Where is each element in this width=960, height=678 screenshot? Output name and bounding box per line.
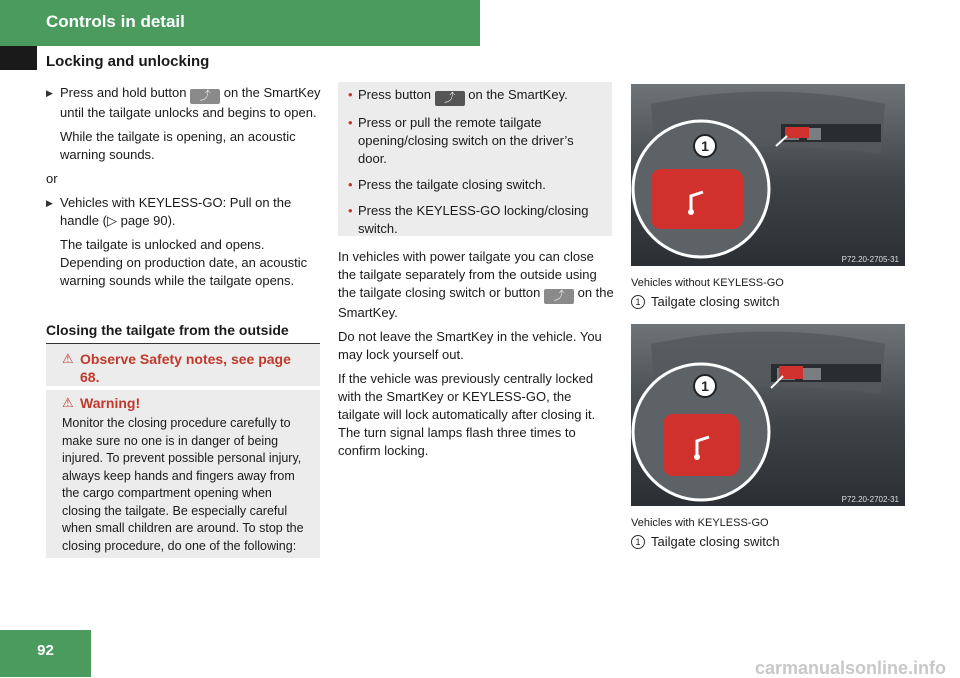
tailgate-key-icon: ⤴ [544, 289, 574, 304]
list-item: • Press the tailgate closing switch. [348, 177, 546, 192]
svg-text:P72.20-2702-31: P72.20-2702-31 [841, 495, 899, 504]
tailgate-switch-icon [785, 127, 809, 138]
section-title: Locking and unlocking [46, 53, 210, 70]
tailgate-photo-with-keyless [631, 324, 905, 506]
list-item: • Press the KEYLESS-GO locking/closing switch. [348, 203, 589, 236]
page-number: 92 [37, 642, 54, 659]
chapter-title: Controls in detail [46, 12, 185, 31]
step-keyless-go: ▶ Vehicles with KEYLESS-GO: Pull on the handle (▷ page 90). [46, 195, 292, 228]
photo-legend: 1 Tailgate closing switch [631, 533, 780, 551]
safety-note-box [46, 344, 320, 386]
step-note: While the tailgate is opening, an acoustic warning sounds. [60, 129, 296, 162]
svg-text:1: 1 [701, 378, 709, 394]
step-arrow-icon: ▶ [46, 88, 53, 98]
tailgate-photo-without-keyless [631, 84, 905, 266]
step-note: The tailgate is unlocked and opens. Depending on production date, an acoustic warning sounds while the tailgate opens. [60, 237, 308, 288]
warning-triangle-icon: ⚠ [62, 395, 74, 410]
left-column [46, 84, 322, 296]
middle-text [338, 248, 614, 466]
svg-text:P72.20-2705-31: P72.20-2705-31 [841, 255, 899, 264]
warning-triangle-icon: ⚠ [62, 351, 74, 366]
warning-box [46, 390, 320, 558]
step-arrow-icon: ▶ [46, 198, 53, 208]
warning-text: Monitor the closing procedure carefully to make sure no one is in danger of being injured. To prevent possible personal injury, always keep hands and fingers away from the cargo compartment opening when closing the tailgate. Be especially careful when small children are around. To stop the closing procedure, do one of the following: [62, 416, 304, 553]
watermark: carmanualsonline.info [754, 658, 946, 678]
sub-heading-wrap [46, 321, 320, 344]
or-text: or [46, 171, 58, 186]
smartkey-paragraph: Do not leave the SmartKey in the vehicle. You may lock yourself out. [338, 329, 602, 362]
svg-text:1: 1 [701, 138, 709, 154]
list-item: • Press button ⤴ on the SmartKey. [348, 87, 568, 104]
warning-title: Warning! [80, 395, 141, 411]
section-tab [0, 46, 37, 70]
photo-caption: Vehicles with KEYLESS-GO [631, 517, 769, 529]
tailgate-key-icon: ⤴ [190, 89, 220, 104]
list-item: • Press or pull the remote tailgate opening/closing switch on the driver’s door. [348, 115, 574, 166]
tailgate-key-icon: ⤴ [435, 91, 465, 106]
sub-heading: Closing the tailgate from the outside [46, 321, 320, 344]
photo-legend: 1 Tailgate closing switch [631, 293, 780, 311]
step-press-hold: ▶ Press and hold button ⤴ on the SmartKey until the tailgate unlocks and begins to open. [46, 85, 321, 120]
auto-lock-paragraph: If the vehicle was previously centrally locked with the SmartKey or KEYLESS-GO, the tailgate will lock automatically after closing it. The turn signal lamps flash three times to confirm locking. [338, 371, 596, 458]
power-tailgate-paragraph: In vehicles with power tailgate you can close the tailgate separately from the outside using the tailgate closing switch or button ⤴ on the SmartKey. [338, 249, 614, 320]
safety-note-text: Observe Safety notes, see page 68. [80, 351, 291, 385]
stop-options-box [338, 82, 612, 236]
photo-caption: Vehicles without KEYLESS-GO [631, 277, 784, 289]
